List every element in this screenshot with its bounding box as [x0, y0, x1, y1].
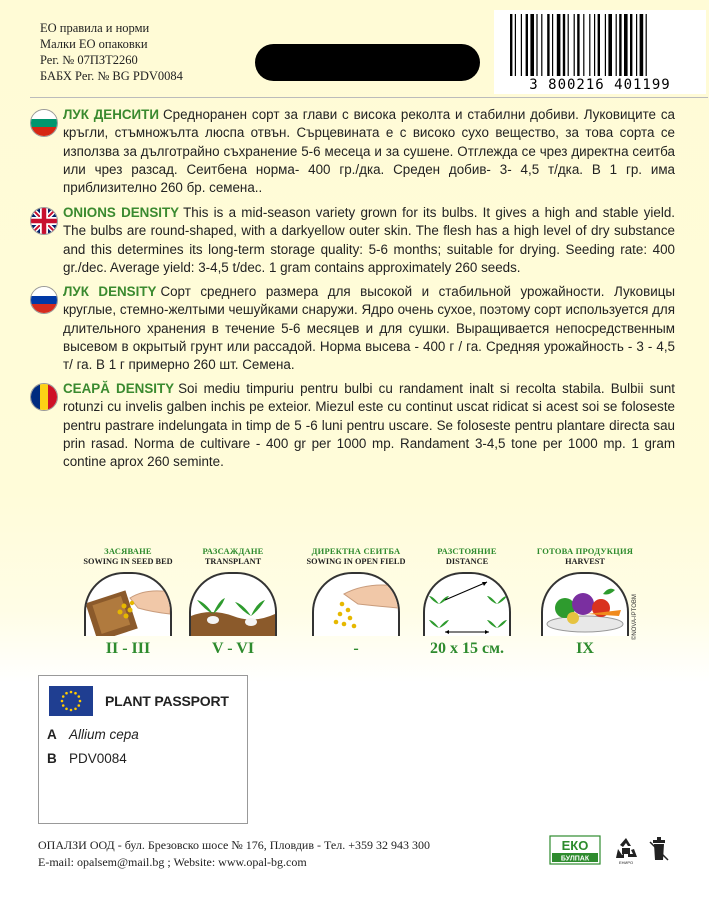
barcode-bar [521, 14, 522, 76]
section-text [63, 106, 675, 197]
barcode-bar [552, 14, 553, 76]
barcode-bar [541, 14, 542, 76]
step-label-en: HARVEST [565, 557, 605, 566]
step-label-en: SOWING IN OPEN FIELD [306, 557, 406, 566]
romania-flag-icon [30, 383, 58, 411]
step-distance [417, 546, 517, 658]
eu-star [77, 695, 80, 698]
step-label-bg: РАЗСТОЯНИЕ [437, 546, 497, 556]
section-body: This is a mid-season variety grown for its bulbs. It gives a high and stable yield. The bulbs are round-shaped, with a darkyellow outer skin. The flesh has a high level of dry substance and this determines its long-term storage quality: 5-6 months; suitable for drying. Seeding rate: 400 gr./dec. Average yield: 3-4,5 t/dec. 1 gram contains approximately 260 seeds. [63, 205, 675, 275]
barcode-bar [515, 14, 516, 76]
barcode-bar [630, 14, 632, 76]
section-title: ONIONS DENSITY [63, 205, 180, 220]
eu-star [70, 709, 73, 712]
barcode-bar [589, 14, 590, 76]
footer-contact [38, 837, 430, 871]
barcode-bar [594, 14, 595, 76]
section-body: Soi mediu timpuriu pentru bulbi cu randament inalt si recolta stabila. Bulbii sunt rotunzi cu invelis galben inchis pe exteior. Miezul este cu continut uscat ridicat si acest soi se foloseste pentru pastrare indelungata in timp de 5 -6 luni pentru uscare. Se foloseste pentru plantare directa sau prin rasad. Norma de cultivare - 400 gr per 1000 mp. Randament 3-4,5 tone per 1000 mp. 1 gram contine aprox 260 seminte. [63, 381, 675, 470]
barcode-bar [636, 14, 637, 76]
section-title: ЛУК ДЕНСИТИ [63, 107, 159, 122]
step-value: II - III [105, 640, 151, 657]
barcode-number: 3 800216 401199 [529, 77, 671, 93]
barcode-bar [583, 14, 584, 76]
step-label-bg: ГОТОВА ПРОДУКЦИЯ [536, 546, 634, 556]
section-body: Средноранен сорт за глави с висока реколта и стабилни добиви. Луковиците са кръгли, стъмножълта люспа отвън. Сърцевината е с високо сухо вещество, за това сорта се използва за дълготрайно съхранение 5-6 месеца и за сушене. Отглежда се чрез директна сеитба или чрез разсад. Сеитбена норма- 400 гр./дка. Среден добив- 3- 4,5 т/дка. В 1 гр. има приблизително 260 бр. семена.. [63, 107, 675, 196]
bulgaria-flag-icon [30, 109, 58, 137]
section-text [63, 380, 675, 471]
barcode-bar [526, 14, 528, 76]
eko-logo-bottom: БУЛПАК [560, 855, 590, 863]
svg-text:ЕНИРО: ЕНИРО [618, 860, 634, 865]
passport-row-a [47, 727, 139, 742]
illustration-credit: ©NOVA-IPTOBM [632, 594, 638, 640]
barcode-bar [646, 14, 647, 76]
barcode-bar [568, 14, 569, 76]
barcode-bar [605, 14, 606, 76]
section-romanian [30, 380, 675, 475]
step-label-en: DISTANCE [445, 557, 489, 566]
step-label-bg: ДИРЕКТНА СЕИТБА [311, 546, 401, 556]
registration-info [40, 20, 183, 84]
hang-hole [255, 44, 480, 81]
eu-star [61, 700, 64, 703]
barcode-bar [574, 14, 575, 76]
eu-star [65, 692, 68, 695]
russia-flag-icon [30, 286, 58, 314]
section-russian [30, 283, 675, 378]
barcode-bar [563, 14, 565, 76]
step-sowing-seed-bed [78, 546, 178, 658]
barcode-bar [624, 14, 628, 76]
eu-star [77, 704, 80, 707]
sowing-seed-bed-icon [84, 572, 172, 636]
step-label-en: SOWING IN SEED BED [83, 557, 173, 566]
passport-row-label: B [47, 751, 57, 766]
registration-line: ЕО правила и норми [40, 21, 150, 35]
barcode-bar [510, 14, 512, 76]
eu-star [62, 695, 65, 698]
footer-web: E-mail: opalsem@mail.bg ; Website: www.opal-bg.com [38, 855, 307, 869]
barcode-bar [577, 14, 579, 76]
distance-icon [423, 572, 511, 636]
divider [30, 97, 708, 98]
barcode-bar [640, 14, 644, 76]
step-value: - [353, 640, 359, 657]
step-label-bg: ЗАСЯВАНЕ [104, 546, 152, 556]
section-body: Сорт среднего размера для высокой и стабильной урожайности. Луковицы круглые, стемно-желтыми чешуйками снаружи. Ядро очень сухое, поэтому сорт используется для длительного хранения в течение 5-6 месяцев и для сушки. Выращивается непосредственным высевом в окрытый грунт или рассадой. Норма высева - 400 г / га. Средняя урожайность - 3 - 4,5 т/ га. В 1 г примерно 260 шт. Семена. [63, 284, 675, 373]
sowing-open-field-icon [312, 572, 400, 636]
barcode-bars [510, 14, 690, 76]
passport-species: Allium cepa [69, 727, 139, 742]
eu-star [70, 691, 73, 694]
step-label-en: TRANSPLANT [204, 557, 262, 566]
barcode-bar [547, 14, 549, 76]
step-value: 20 x 15 см. [430, 640, 504, 657]
barcode-bar [619, 14, 621, 76]
eu-star [79, 700, 82, 703]
step-sowing-open-field [306, 546, 406, 658]
eko-bulpak-logo [549, 835, 601, 865]
eu-flag-icon [49, 686, 93, 716]
registration-line: Рег. № 07ПЗТ2260 [40, 53, 138, 67]
section-text [63, 204, 675, 277]
eu-star [65, 707, 68, 710]
crossed-bin-icon [648, 834, 670, 864]
passport-row-label: A [47, 727, 57, 742]
harvest-icon [541, 572, 629, 636]
registration-line: Малки ЕО опаковки [40, 37, 148, 51]
transplant-icon [189, 572, 277, 636]
passport-registration: PDV0084 [69, 751, 127, 766]
step-value: V - VI [211, 640, 255, 657]
barcode-bar [557, 14, 561, 76]
barcode-bar [536, 14, 537, 76]
eko-logo-top: ЕКО [561, 838, 589, 853]
step-transplant [183, 546, 283, 658]
passport-title: PLANT PASSPORT [105, 693, 229, 709]
eu-star [74, 692, 77, 695]
barcode-bar [616, 14, 617, 76]
eu-star [62, 704, 65, 707]
section-bulgarian [30, 106, 675, 204]
step-label-bg: РАЗСАЖДАНЕ [202, 546, 264, 556]
step-harvest [535, 546, 635, 658]
barcode [494, 10, 706, 94]
barcode-bar [598, 14, 600, 76]
recycle-icon [613, 835, 639, 865]
section-title: CEAPĂ DENSITY [63, 381, 175, 396]
section-title: ЛУК DENSITY [63, 284, 157, 299]
plant-passport [38, 675, 248, 824]
footer-address: ОПАЛЗИ ООД - бул. Брезовско шосе № 176, Пловдив - Тел. +359 32 943 300 [38, 838, 430, 852]
barcode-bar [530, 14, 534, 76]
barcode-bar [608, 14, 612, 76]
uk-flag-icon [30, 207, 58, 235]
section-text [63, 283, 675, 374]
section-english [30, 204, 675, 282]
registration-line: БАБХ Рег. № BG PDV0084 [40, 69, 183, 83]
passport-row-b [47, 751, 127, 766]
step-value: IX [576, 640, 594, 657]
eu-star [74, 707, 77, 710]
